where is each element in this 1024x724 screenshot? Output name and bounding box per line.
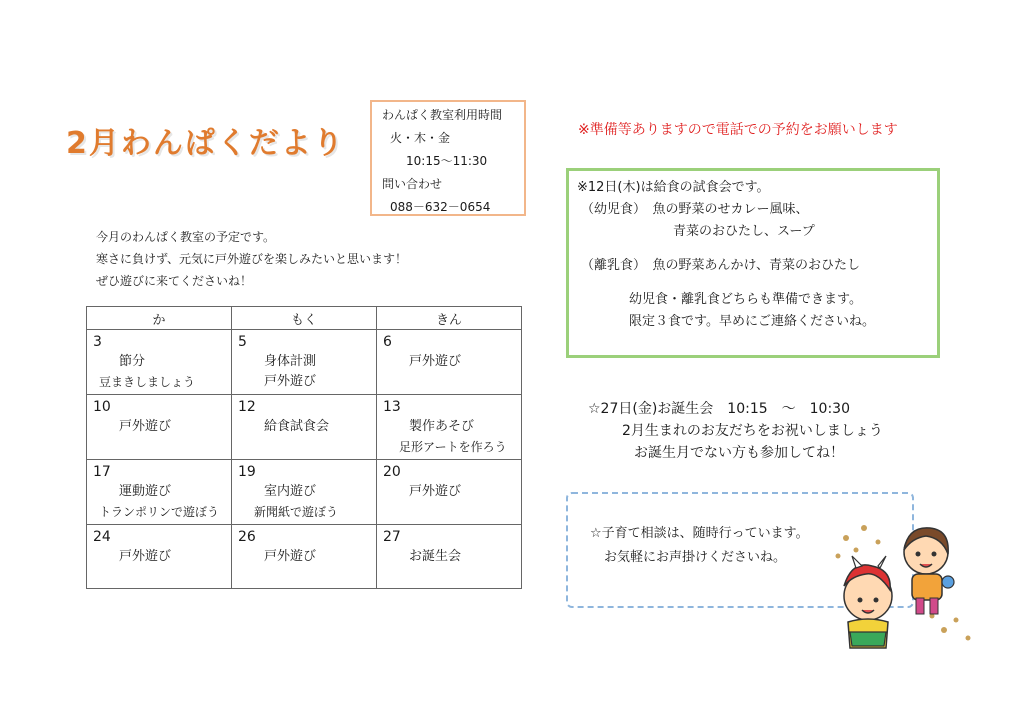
lunch-line: （離乳食） 魚の野菜あんかけ、青菜のおひたし [581, 258, 860, 273]
lunch-trial-box [566, 168, 940, 358]
event-detail: トランポリンで遊ぼう [99, 505, 220, 519]
calendar-week [87, 460, 522, 525]
consult-line: ☆子育て相談は、随時行っています。 [590, 526, 809, 541]
lunch-line: ※12日(木)は給食の試食会です。 [577, 180, 770, 195]
schedule-calendar [86, 306, 522, 589]
calendar-cell [232, 330, 377, 395]
event-detail: 豆まきしましょう [99, 375, 196, 389]
calendar-cell [87, 330, 232, 395]
event-label: 戸外遊び [409, 484, 462, 499]
birthday-line: 2月生まれのお友だちをお祝いしましょう [622, 423, 883, 439]
calendar-header-row [87, 307, 522, 330]
event-label: 戸外遊び [409, 354, 462, 369]
hours-days: 火・木・金 [390, 131, 451, 145]
event-label: 製作あそび [409, 419, 475, 434]
calendar-week [87, 525, 522, 589]
intro-line: 今月のわんぱく教室の予定です。 [96, 230, 276, 244]
setsubun-kids-illustration [826, 520, 986, 650]
event-label: 戸外遊び [119, 549, 172, 564]
hours-box [370, 100, 526, 216]
spacer [577, 277, 937, 289]
boy-oni-icon [844, 556, 892, 648]
day-number: 26 [238, 529, 256, 545]
calendar-cell [232, 395, 377, 460]
calendar-cell [377, 525, 522, 589]
event-label: 戸外遊び [264, 549, 317, 564]
day-number: 17 [93, 464, 111, 480]
calendar-cell [377, 460, 522, 525]
calendar-cell [87, 525, 232, 589]
day-number: 19 [238, 464, 256, 480]
calendar-cell [377, 330, 522, 395]
event-detail: 戸外遊び [264, 374, 317, 389]
calendar-cell [232, 460, 377, 525]
lunch-line: 限定３食です。早めにご連絡くださいね。 [629, 314, 875, 329]
event-label: お誕生会 [409, 549, 462, 564]
lunch-line: （幼児食） 魚の野菜のせカレー風味、 [581, 202, 809, 217]
birthday-line: お誕生月でない方も参加してね！ [634, 445, 844, 461]
calendar-cell [377, 395, 522, 460]
reservation-notice: ※準備等ありますので電話での予約をお願いします [578, 122, 898, 138]
calendar-cell [232, 525, 377, 589]
event-detail: 足形アートを作ろう [399, 440, 507, 454]
calendar-cell [87, 460, 232, 525]
lunch-line: 幼児食・離乳食どちらも準備できます。 [629, 292, 862, 307]
contact-label: 問い合わせ [382, 177, 443, 191]
calendar-cell [87, 395, 232, 460]
hours-time: 10:15～11:30 [406, 154, 488, 168]
birthday-party-info [588, 398, 883, 464]
birthday-line: ☆27日(金)お誕生会 10:15 ～ 10:30 [588, 401, 850, 417]
hours-heading: わんぱく教室利用時間 [382, 108, 503, 122]
event-label: 節分 [119, 354, 146, 369]
header-thursday: もく [232, 307, 377, 330]
day-number: 27 [383, 529, 401, 545]
lunch-line: 青菜のおひたし、スープ [673, 224, 815, 239]
event-label: 給食試食会 [264, 419, 330, 434]
day-number: 6 [383, 334, 392, 350]
phone-number: 088－632－0654 [390, 200, 491, 214]
day-number: 12 [238, 399, 256, 415]
event-label: 戸外遊び [119, 419, 172, 434]
day-number: 20 [383, 464, 401, 480]
girl-icon [904, 528, 954, 614]
event-detail: 新聞紙で遊ぼう [254, 505, 339, 519]
intro-line: ぜひ遊びに来てくださいね！ [96, 274, 253, 288]
intro-line: 寒さに負けず、元気に戸外遊びを楽しみたいと思います！ [96, 252, 408, 266]
event-label: 身体計測 [264, 354, 317, 369]
consult-line: お気軽にお声掛けくださいね。 [604, 550, 787, 565]
day-number: 10 [93, 399, 111, 415]
day-number: 5 [238, 334, 247, 350]
intro-text [96, 226, 407, 292]
event-label: 室内遊び [264, 484, 317, 499]
header-tuesday: か [87, 307, 232, 330]
day-number: 24 [93, 529, 111, 545]
event-label: 運動遊び [119, 484, 172, 499]
spacer [577, 243, 937, 255]
day-number: 13 [383, 399, 401, 415]
day-number: 3 [93, 334, 102, 350]
calendar-week [87, 395, 522, 460]
page-title: 2月わんぱくだより [66, 126, 345, 161]
header-friday: きん [377, 307, 522, 330]
calendar-week [87, 330, 522, 395]
